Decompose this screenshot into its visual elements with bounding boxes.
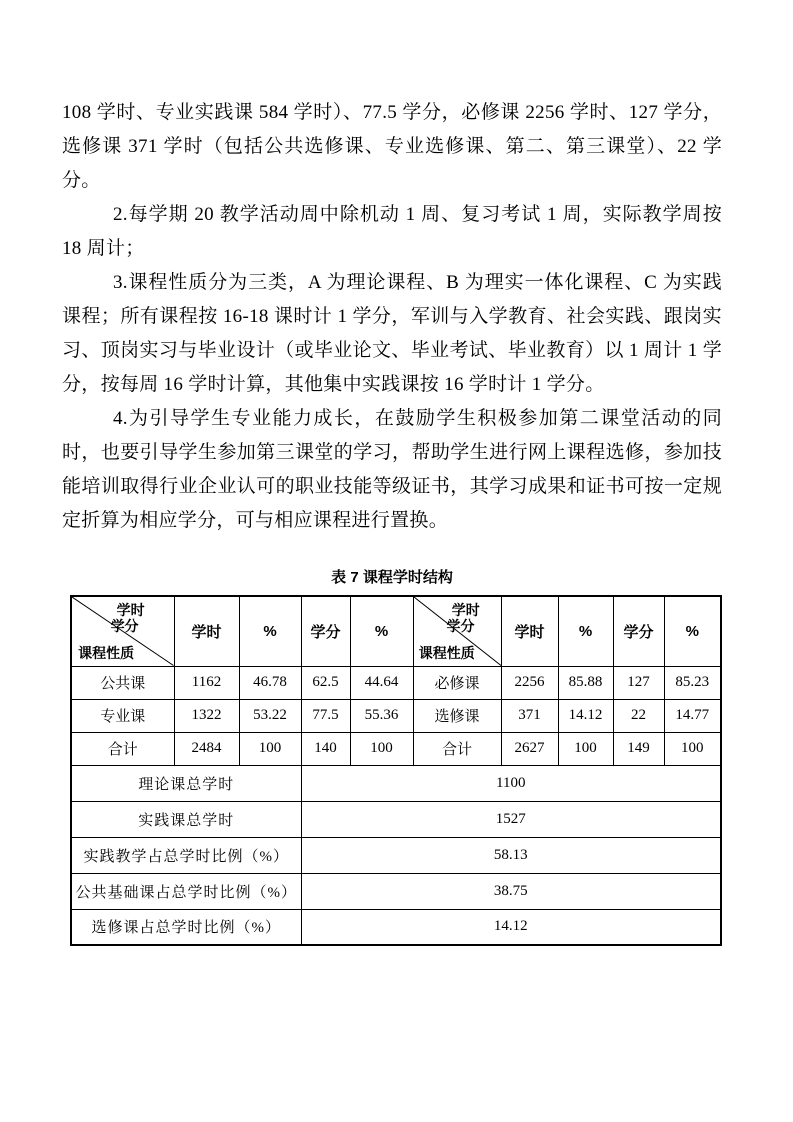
- summary-value-cell: 14.12: [301, 909, 721, 945]
- diagonal-header-cell: [71, 596, 174, 666]
- header-cell: %: [558, 596, 613, 666]
- data-cell: 100: [239, 732, 301, 765]
- data-cell: 127: [613, 666, 664, 699]
- diagonal-label-course-nature: 课程性质: [418, 644, 475, 661]
- data-cell: 140: [301, 732, 350, 765]
- data-cell: 1322: [174, 699, 239, 732]
- table-row: [71, 699, 721, 732]
- table-row: [71, 732, 721, 765]
- data-cell: 2256: [501, 666, 558, 699]
- header-cell: 学时: [174, 596, 239, 666]
- course-type-cell: 专业课: [71, 699, 174, 732]
- summary-label-cell: 实践课总学时: [71, 801, 301, 837]
- diagonal-label-hours: 学时: [451, 602, 480, 618]
- summary-row: [71, 801, 721, 837]
- header-cell: %: [350, 596, 413, 666]
- diagonal-label-credits: 学分: [446, 618, 475, 634]
- summary-value-cell: 38.75: [301, 873, 721, 909]
- diagonal-label-hours: 学时: [116, 602, 145, 618]
- course-type-cell: 必修课: [413, 666, 501, 699]
- table-caption: 表 7 课程学时结构: [331, 569, 453, 586]
- document-content: [62, 96, 722, 946]
- summary-row: [71, 765, 721, 801]
- course-type-cell: 选修课: [413, 699, 501, 732]
- header-cell: 学时: [501, 596, 558, 666]
- course-type-cell: 合计: [413, 732, 501, 765]
- body-paragraph: 2.每学期 20 教学活动周中除机动 1 周、复习考试 1 周，实际教学周按 18 周计；: [62, 204, 722, 259]
- data-cell: 14.12: [558, 699, 613, 732]
- body-paragraph: 108 学时、专业实践课 584 学时）、77.5 学分，必修课 2256 学时、127 学分，选修课 371 学时（包括公共选修课、专业选修课、第二、第三课堂）、22 学分。: [62, 102, 722, 191]
- summary-row: [71, 837, 721, 873]
- data-cell: 46.78: [239, 666, 301, 699]
- data-cell: 55.36: [350, 699, 413, 732]
- data-cell: 53.22: [239, 699, 301, 732]
- diagonal-header-cell: [413, 596, 501, 666]
- data-cell: 22: [613, 699, 664, 732]
- data-cell: 62.5: [301, 666, 350, 699]
- summary-label-cell: 理论课总学时: [71, 765, 301, 801]
- data-cell: 1162: [174, 666, 239, 699]
- diagonal-label-course-nature: 课程性质: [78, 644, 135, 661]
- body-paragraph: 4.为引导学生专业能力成长，在鼓励学生积极参加第二课堂活动的同时，也要引导学生参加第三课堂的学习，帮助学生进行网上课程选修，参加技能培训取得行业企业认可的职业技能等级证书，其学习成果和证书可按一定规定折算为相应学分，可与相应课程进行置换。: [62, 408, 722, 531]
- data-cell: 100: [558, 732, 613, 765]
- summary-value-cell: 1100: [301, 765, 721, 801]
- table-row: [71, 666, 721, 699]
- data-cell: 77.5: [301, 699, 350, 732]
- course-hours-table: [70, 595, 722, 946]
- diagonal-label-credits: 学分: [110, 618, 139, 634]
- summary-label-cell: 实践教学占总学时比例（%）: [71, 837, 301, 873]
- data-cell: 100: [350, 732, 413, 765]
- course-type-cell: 公共课: [71, 666, 174, 699]
- header-cell: 学分: [301, 596, 350, 666]
- data-cell: 85.88: [558, 666, 613, 699]
- header-cell: %: [239, 596, 301, 666]
- data-cell: 100: [664, 732, 721, 765]
- summary-label-cell: 公共基础课占总学时比例（%）: [71, 873, 301, 909]
- summary-label-cell: 选修课占总学时比例（%）: [71, 909, 301, 945]
- summary-row: [71, 909, 721, 945]
- data-cell: 149: [613, 732, 664, 765]
- data-cell: 2484: [174, 732, 239, 765]
- summary-value-cell: 58.13: [301, 837, 721, 873]
- data-cell: 85.23: [664, 666, 721, 699]
- data-cell: 2627: [501, 732, 558, 765]
- header-cell: %: [664, 596, 721, 666]
- summary-value-cell: 1527: [301, 801, 721, 837]
- body-paragraph: 3.课程性质分为三类，A 为理论课程、B 为理实一体化课程、C 为实践课程；所有课程按 16-18 课时计 1 学分，军训与入学教育、社会实践、跟岗实习、顶岗实习与毕业设计（或毕业论文、毕业考试、毕业教育）以 1 周计 1 学分，按每周 16 学时计算，其他集中实践课按 16 学时计 1 学分。: [62, 272, 722, 395]
- table-header-row: [71, 596, 721, 666]
- data-cell: 14.77: [664, 699, 721, 732]
- summary-row: [71, 873, 721, 909]
- header-cell: 学分: [613, 596, 664, 666]
- data-cell: 371: [501, 699, 558, 732]
- course-type-cell: 合计: [71, 732, 174, 765]
- data-cell: 44.64: [350, 666, 413, 699]
